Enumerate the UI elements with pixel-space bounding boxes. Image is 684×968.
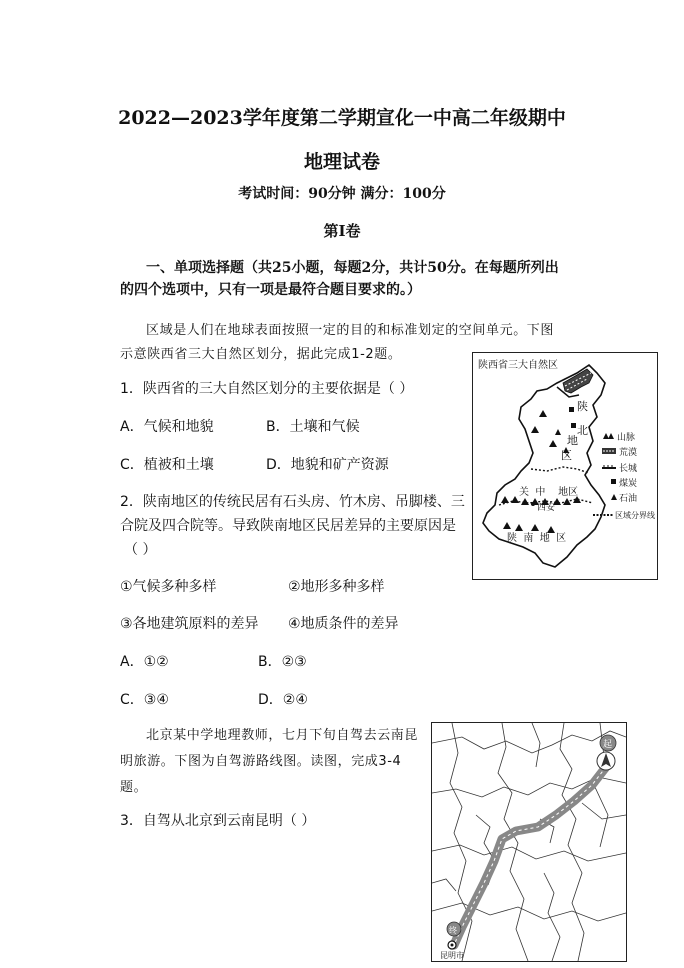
section-instructions-line1: 一、单项选择题（共25小题，每题2分，共计50分。在每题所列出 [146, 260, 559, 276]
legend-oil: 石油 [619, 494, 638, 504]
question-2-option-b: B．②③ [258, 654, 307, 670]
question-2-statement-4: ④地质条件的差异 [288, 616, 399, 632]
question-1-option-d: D．地貌和矿产资源 [266, 457, 389, 473]
kunming-city-label: 昆明市 [440, 951, 464, 960]
question-2-statement-1: ①气候多种多样 [120, 579, 217, 595]
section-instructions-line2: 的四个选项中，只有一项是最符合题目要求的。） [120, 282, 421, 298]
question-1-option-a: A．气候和地貌 [120, 419, 214, 435]
question-2-stem-line1: 2．陕南地区的传统民居有石头房、竹木房、吊脚楼、三 [120, 494, 465, 510]
group2-intro-line1: 北京某中学地理教师，七月下旬自驾去云南昆 [146, 728, 419, 743]
document-title-line1: 2022—2023学年度第二学期宣化一中高二年级期中 [118, 107, 566, 129]
south-region-label: 陕 南 地 区 [507, 533, 567, 544]
legend-great-wall: 长城 [619, 464, 638, 474]
question-1-option-b: B．土壤和气候 [266, 419, 360, 435]
group1-intro-line1: 区域是人们在地球表面按照一定的目的和标准划定的空间单元。下图 [146, 323, 555, 338]
question-2-option-c: C．③④ [120, 692, 169, 708]
group2-intro-line3: 题。 [120, 780, 148, 795]
north-label-char-1: 陕 [577, 400, 588, 413]
exam-info: 考试时间：90分钟 满分：100分 [238, 186, 446, 202]
map1-title: 陕西省三大自然区 [478, 360, 558, 371]
question-1-option-c: C．植被和土壤 [120, 457, 214, 473]
question-2-option-d: D．②④ [258, 692, 308, 708]
volume-heading: 第Ⅰ卷 [323, 222, 361, 240]
question-2-stem-line2: 合院及四合院等。导致陕南地区民居差异的主要原因是 [120, 518, 456, 534]
question-2-stem-line3: （ ） [124, 542, 157, 558]
end-marker-label: 终 [449, 926, 457, 935]
north-arrow-icon [597, 752, 615, 770]
group1-intro-line2: 示意陕西省三大自然区划分，据此完成1-2题。 [120, 347, 402, 362]
shaanxi-regions-map [472, 352, 658, 580]
legend-desert: 荒漠 [619, 448, 638, 458]
north-label-char-3: 地 [567, 434, 578, 447]
question-3-stem: 3．自驾从北京到云南昆明（ ） [120, 813, 316, 829]
central-region-label: 关 中 地区 [519, 487, 579, 498]
legend-mountain: 山脉 [617, 433, 636, 443]
start-marker-label: 起 [603, 740, 613, 750]
question-2-statement-2: ②地形多种多样 [288, 579, 385, 595]
xian-city-label: 西安 [537, 503, 556, 513]
shaanxi-map-graphic [473, 353, 657, 579]
north-label-char-2: 北 [577, 424, 588, 437]
document-title-line2: 地理试卷 [303, 151, 380, 173]
road-trip-route-map [431, 722, 627, 962]
legend-coal: 煤炭 [619, 479, 638, 489]
legend-boundary: 区域分界线 [615, 511, 655, 520]
north-label-char-4: 区 [561, 449, 572, 462]
question-2-option-a: A．①② [120, 654, 169, 670]
question-1-stem: 1．陕西省的三大自然区划分的主要依据是（ ） [120, 381, 414, 397]
xian-city-dot [531, 502, 535, 506]
question-2-statement-3: ③各地建筑原料的差异 [120, 616, 259, 632]
group2-intro-line2: 明旅游。下图为自驾游路线图。读图，完成3-4 [120, 754, 402, 769]
route-map-graphic [432, 723, 626, 961]
